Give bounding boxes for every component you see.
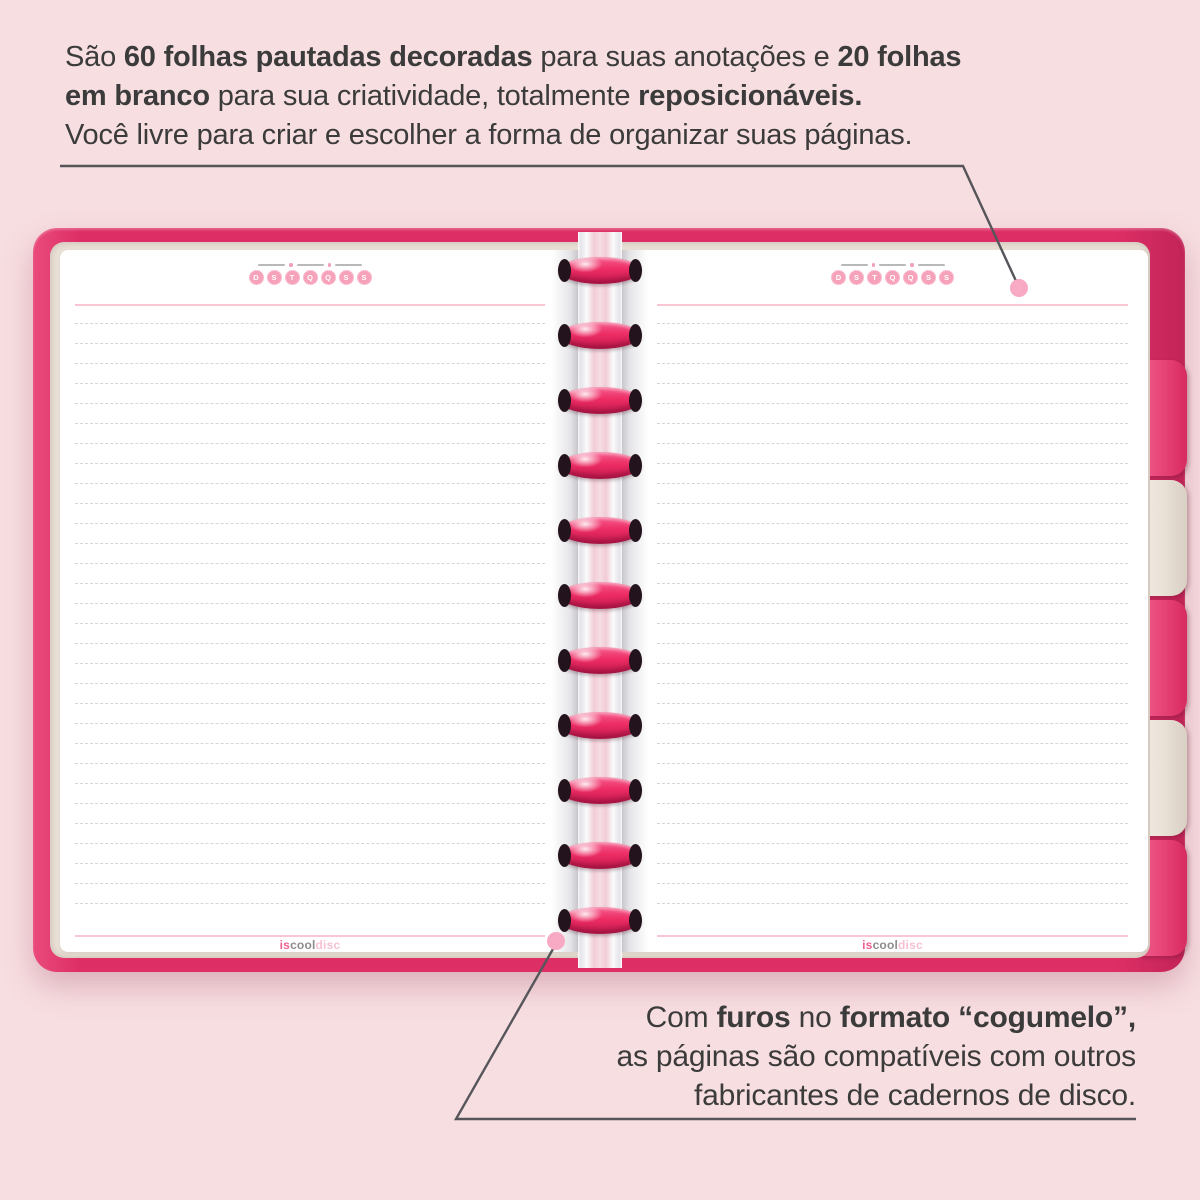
ruled-line	[657, 883, 1128, 903]
bottom-caption-text: Com	[645, 1001, 717, 1034]
ruled-lines	[657, 323, 1128, 923]
page-bottom-rule	[657, 935, 1128, 937]
brand-logo-disc: disc	[315, 938, 341, 952]
ruled-line	[657, 743, 1128, 763]
ruled-line	[657, 443, 1128, 463]
ruled-line	[75, 543, 545, 563]
ruled-line	[75, 763, 545, 783]
bottom-caption-text: no	[790, 1001, 840, 1034]
ruled-line	[75, 463, 545, 483]
ruled-line	[657, 783, 1128, 803]
ruled-line	[75, 883, 545, 903]
top-caption-text: Você livre para criar e escolher a forma de organizar suas páginas.	[65, 119, 913, 151]
right-page	[622, 250, 1148, 952]
ruled-line	[657, 663, 1128, 683]
top-caption-bold-em-branco: em branco	[65, 80, 210, 112]
ruled-line	[75, 483, 545, 503]
ruled-line	[75, 383, 545, 403]
left-page-content	[75, 250, 545, 952]
weekday-row	[657, 270, 1128, 285]
date-dash	[258, 264, 285, 267]
date-fields	[75, 263, 545, 267]
page-bottom-rule	[75, 935, 545, 937]
ruled-line	[657, 843, 1128, 863]
date-separator-dot	[872, 263, 876, 267]
weekday-row	[75, 270, 545, 285]
ruled-line	[657, 703, 1128, 723]
page-top-rule	[75, 304, 545, 306]
top-caption-text: para sua criatividade, totalmente	[209, 80, 639, 112]
ruled-line	[657, 903, 1128, 923]
notebook	[33, 228, 1185, 972]
ruled-line	[75, 703, 545, 723]
date-dash	[297, 264, 324, 267]
ruled-line	[75, 823, 545, 843]
ruled-line	[75, 623, 545, 643]
weekday-circle: D	[249, 270, 264, 285]
ruled-line	[657, 423, 1128, 443]
weekday-circle: S	[849, 270, 864, 285]
ruled-line	[75, 583, 545, 603]
ruled-line	[657, 763, 1128, 783]
ruled-line	[75, 503, 545, 523]
ruled-line	[75, 743, 545, 763]
weekday-circle: T	[867, 270, 882, 285]
ruled-line	[75, 663, 545, 683]
ruled-line	[657, 363, 1128, 383]
weekday-circle: T	[285, 270, 300, 285]
ruled-line	[657, 723, 1128, 743]
ruled-line	[657, 543, 1128, 563]
weekday-circle: S	[267, 270, 282, 285]
ruled-line	[75, 563, 545, 583]
ruled-line	[75, 423, 545, 443]
date-separator-dot	[328, 263, 332, 267]
ruled-line	[75, 643, 545, 663]
ruled-line	[657, 463, 1128, 483]
date-dash	[841, 264, 868, 267]
ruled-lines	[75, 323, 545, 923]
bottom-caption-text: fabricantes de cadernos de disco.	[693, 1079, 1136, 1112]
brand-logo	[657, 938, 1128, 952]
ruled-line	[657, 563, 1128, 583]
ruled-line	[75, 723, 545, 743]
weekday-circle: Q	[885, 270, 900, 285]
right-page-content	[657, 250, 1128, 952]
ruled-line	[657, 863, 1128, 883]
weekday-circle: D	[831, 270, 846, 285]
brand-logo	[75, 938, 545, 952]
ruled-line	[657, 383, 1128, 403]
bottom-caption-text: as páginas são compatíveis com outros	[616, 1040, 1136, 1073]
left-page	[60, 250, 578, 952]
ruled-line	[657, 323, 1128, 343]
page-top-rule	[657, 304, 1128, 306]
weekday-circle: S	[339, 270, 354, 285]
ruled-line	[657, 503, 1128, 523]
ruled-line	[75, 523, 545, 543]
bottom-caption-bold-furos: furos	[716, 1001, 791, 1034]
top-caption-text: para suas anotações e	[532, 41, 838, 73]
ruled-line	[75, 323, 545, 343]
ruled-line	[75, 403, 545, 423]
ruled-line	[75, 843, 545, 863]
top-caption-bold-20-folhas: 20 folhas	[837, 41, 962, 73]
top-caption-text: São	[65, 41, 124, 73]
brand-logo-is: is	[279, 938, 291, 952]
brand-logo-disc: disc	[898, 938, 923, 952]
ruled-line	[657, 483, 1128, 503]
weekday-circle: S	[357, 270, 372, 285]
ruled-line	[657, 403, 1128, 423]
date-dash	[335, 264, 362, 267]
ruled-line	[657, 523, 1128, 543]
ruled-line	[657, 623, 1128, 643]
weekday-circle: S	[939, 270, 954, 285]
date-fields	[657, 263, 1128, 267]
ruled-line	[75, 783, 545, 803]
ruled-line	[657, 603, 1128, 623]
ruled-line	[657, 803, 1128, 823]
weekday-circle: Q	[321, 270, 336, 285]
brand-logo-cool: cool	[290, 938, 316, 952]
ruled-line	[75, 803, 545, 823]
ruled-line	[75, 683, 545, 703]
top-caption-bold-reposicionaveis: reposicionáveis.	[638, 80, 863, 112]
weekday-circle: Q	[303, 270, 318, 285]
date-dash	[918, 264, 945, 267]
date-separator-dot	[910, 263, 914, 267]
weekday-circle: S	[921, 270, 936, 285]
ruled-line	[75, 443, 545, 463]
bottom-caption	[456, 998, 1136, 1115]
ruled-line	[75, 363, 545, 383]
ruled-line	[75, 863, 545, 883]
spine-gap	[578, 232, 622, 968]
brand-logo-cool: cool	[872, 938, 899, 952]
ruled-line	[657, 583, 1128, 603]
ruled-line	[75, 603, 545, 623]
top-caption-bold-60-folhas: 60 folhas pautadas decoradas	[123, 41, 533, 73]
date-dash	[879, 264, 906, 267]
date-separator-dot	[289, 263, 293, 267]
bottom-caption-bold-formato-cogumelo: formato “cogumelo”,	[839, 1001, 1136, 1034]
ruled-line	[657, 643, 1128, 663]
ruled-line	[75, 903, 545, 923]
brand-logo-is: is	[862, 938, 873, 952]
ruled-line	[657, 343, 1128, 363]
weekday-circle: Q	[903, 270, 918, 285]
top-caption	[65, 38, 1145, 155]
ruled-line	[75, 343, 545, 363]
ruled-line	[657, 683, 1128, 703]
ruled-line	[657, 823, 1128, 843]
